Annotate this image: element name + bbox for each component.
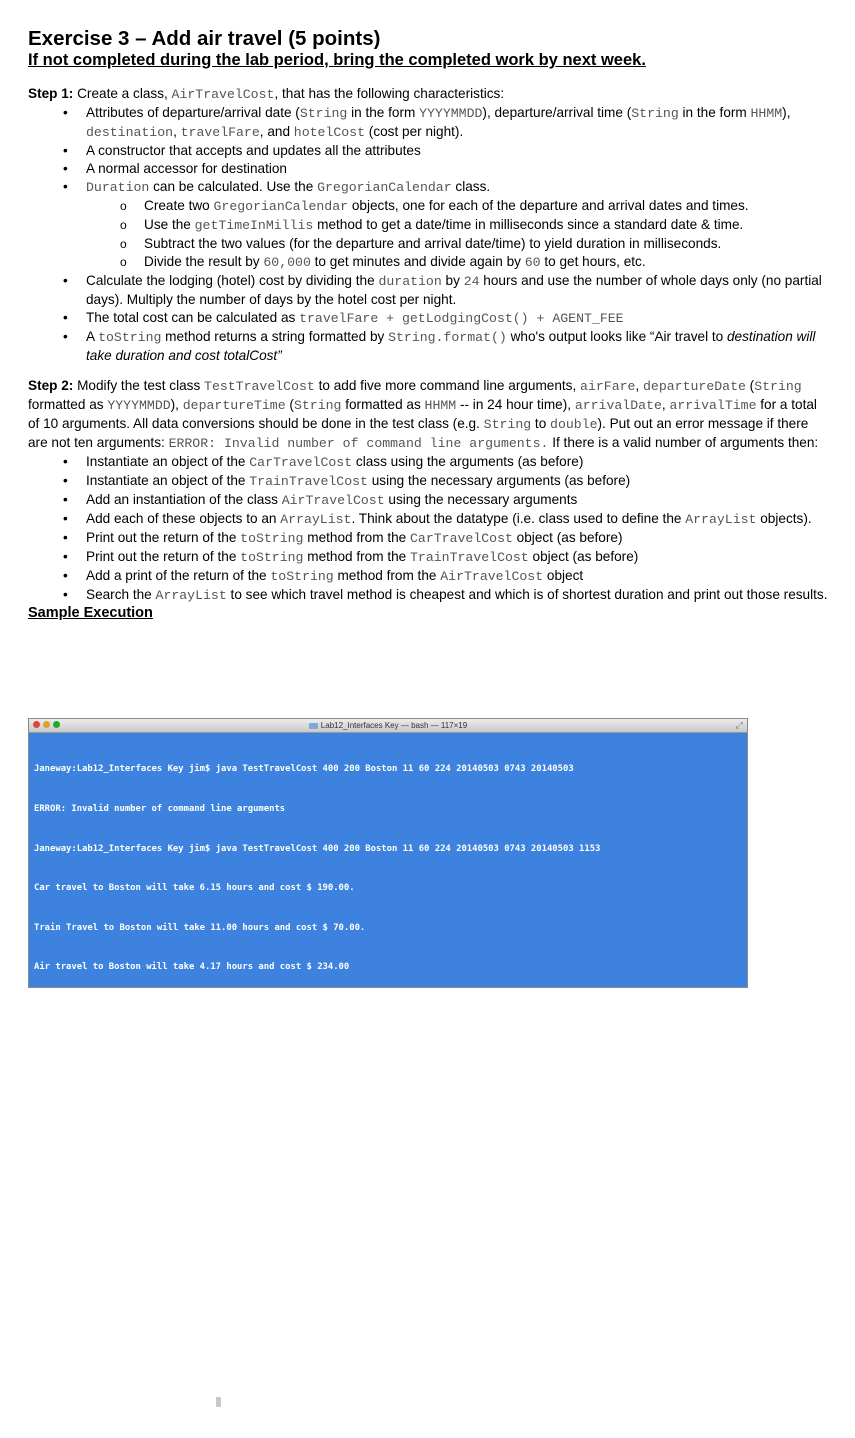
step2-bullet-train: • Instantiate an object of the TrainTravelCost using the necessary arguments (as before) bbox=[28, 472, 828, 491]
terminal-line: Train Travel to Boston will take 11.00 hours and cost $ 70.00. bbox=[34, 922, 366, 933]
step1-bullet-accessor: • A normal accessor for destination bbox=[28, 160, 828, 178]
step1-bullet-total-cost: • The total cost can be calculated as travelFare + getLodgingCost() + AGENT_FEE bbox=[28, 309, 828, 328]
sub-bullet-divide: o Divide the result by 60,000 to get minutes and divide again by 60 to get hours, etc. bbox=[84, 253, 828, 272]
terminal-output[interactable] bbox=[29, 733, 747, 1410]
step2-bullet-air: • Add an instantiation of the class AirTravelCost using the necessary arguments bbox=[28, 491, 828, 510]
terminal-prompt: Janeway:Lab12_Interfaces Key jim$ bbox=[34, 1399, 216, 1410]
step1-bullet-duration: • Duration can be calculated. Use the GregorianCalendar class. o Create two GregorianCalendar objects, one for each of the departure and arrival dates and times. o Use the getTimeInMillis method to get a date/time in milliseconds since a standard date & time. o Subtract the two values (for the departure and arrival date/time) to yield duration in milliseconds. o Divide the result by 60,000 to get minutes and divide again by 60 to get hours, etc. bbox=[28, 178, 828, 272]
terminal-line: Air travel to Los Angeles will take 8.80 hours and cost $ 410.00 bbox=[34, 1200, 376, 1211]
terminal-line: Janeway:Lab12_Interfaces Key jim$ java TestTravelCost 2611 200 "Los Angeles" 60 225 400 20140503 1540 20140504 0028 bbox=[34, 1081, 649, 1092]
sub-bullet-create-calendars: o Create two GregorianCalendar objects, one for each of the departure and arrival dates and times. bbox=[84, 197, 828, 216]
fullscreen-icon[interactable]: ⤢ bbox=[735, 720, 743, 730]
terminal-title: Lab12_Interfaces Key — bash — 117×19 bbox=[29, 720, 747, 731]
terminal-line: SHORTEST DURATION: Air travel to Los Angeles will take 8.80 hours and cost $ 410.00 bbox=[34, 1318, 478, 1329]
step2-bullet-car: • Instantiate an object of the CarTravelCost class using the arguments (as before) bbox=[28, 453, 828, 472]
terminal-prompt-line bbox=[34, 1397, 742, 1411]
terminal-cursor bbox=[216, 1397, 221, 1407]
terminal-line: ERROR: Invalid number of command line arguments bbox=[34, 804, 286, 815]
step1-bullet-attributes: • Attributes of departure/arrival date (String in the form YYYYMMDD), departure/arrival time (String in the form HHMM), destination, travelFare, and hotelCost (cost per night). bbox=[28, 104, 828, 142]
step1-label: Step 1: bbox=[28, 86, 74, 101]
exercise-title: Exercise 3 – Add air travel (5 points) bbox=[28, 27, 381, 50]
exercise-subtitle: If not completed during the lab period, bring the completed work by next week. bbox=[28, 51, 646, 69]
terminal-title-bar bbox=[29, 719, 747, 733]
step2-bullet-print-air: • Add a print of the return of the toString method from the AirTravelCost object bbox=[28, 567, 828, 586]
terminal-line: Train Travel to Los Angeles will take 60.00 hours and cost $ 235.00. bbox=[34, 1160, 398, 1171]
duration-sublist bbox=[86, 197, 828, 272]
folder-icon bbox=[309, 723, 318, 729]
step2-bullet-search: • Search the ArrayList to see which travel method is cheapest and which is of shortest duration and print out those results. bbox=[28, 586, 828, 605]
terminal-line bbox=[34, 1358, 742, 1371]
step1-bullet-lodging: • Calculate the lodging (hotel) cost by dividing the duration by 24 hours and use the number of whole days only (no partial days). Multiply the number of days by the hotel cost per night. bbox=[28, 272, 828, 309]
step1-list bbox=[28, 104, 828, 365]
terminal-line: Car travel to Los Angeles will take 40.17 hours and cost $ 2184.95. bbox=[34, 1120, 392, 1131]
terminal-line: Car travel to Boston will take 6.15 hours and cost $ 190.00. bbox=[34, 883, 355, 894]
sub-bullet-subtract: o Subtract the two values (for the departure and arrival date/time) to yield duration in milliseconds. bbox=[84, 235, 828, 253]
terminal-line bbox=[34, 1239, 742, 1252]
step2-intro: Step 2: Modify the test class TestTravelCost to add five more command line arguments, airFare, departureDate (String formatted as YYYYMMDD), departureTime (String formatted as HHMM -- in 24 hour time), arrivalDate, arrivalTime for a total of 10 arguments. All data conversions should be done in the test class (e.g. String to double). Put out an error message if there are not ten arguments: ERROR: Invalid number of command line arguments. If there is a valid number of arguments then: bbox=[28, 378, 819, 451]
terminal-line bbox=[34, 1001, 742, 1014]
step2-label: Step 2: bbox=[28, 378, 74, 393]
sample-execution-heading: Sample Execution bbox=[28, 605, 153, 621]
step1-intro: Step 1: Create a class, AirTravelCost, that has the following characteristics: bbox=[28, 86, 505, 102]
terminal-window bbox=[28, 718, 748, 1410]
terminal-line: LOWEST COST: Train Travel to Boston will take 11.00 hours and cost $ 70.00. bbox=[34, 1041, 435, 1052]
step2-bullet-print-car: • Print out the return of the toString method from the CarTravelCost object (as before) bbox=[28, 529, 828, 548]
exercise-document bbox=[28, 28, 828, 622]
terminal-line: Janeway:Lab12_Interfaces Key jim$ java TestTravelCost 400 200 Boston 11 60 224 20140503 0743 20140503 bbox=[34, 764, 574, 775]
step2-bullet-print-train: • Print out the return of the toString method from the TrainTravelCost object (as before) bbox=[28, 548, 828, 567]
terminal-line: LOWEST COST: Train Travel to Los Angeles will take 60.00 hours and cost $ 235.00. bbox=[34, 1279, 467, 1290]
terminal-line: Janeway:Lab12_Interfaces Key jim$ java TestTravelCost 400 200 Boston 11 60 224 20140503 0743 20140503 1153 bbox=[34, 843, 601, 854]
terminal-line: Air travel to Boston will take 4.17 hours and cost $ 234.00 bbox=[34, 962, 350, 973]
step2-list bbox=[28, 453, 828, 605]
step1-bullet-constructor: • A constructor that accepts and updates all the attributes bbox=[28, 142, 828, 160]
sub-bullet-get-millis: o Use the getTimeInMillis method to get a date/time in milliseconds since a standard date & time. bbox=[84, 216, 828, 235]
step1-bullet-tostring: • A toString method returns a string formatted by String.format() who's output looks like “Air travel to destination will take duration and cost totalCost” bbox=[28, 328, 828, 365]
step2-bullet-arraylist: • Add each of these objects to an ArrayList. Think about the datatype (i.e. class used to define the ArrayList objects). bbox=[28, 510, 828, 529]
